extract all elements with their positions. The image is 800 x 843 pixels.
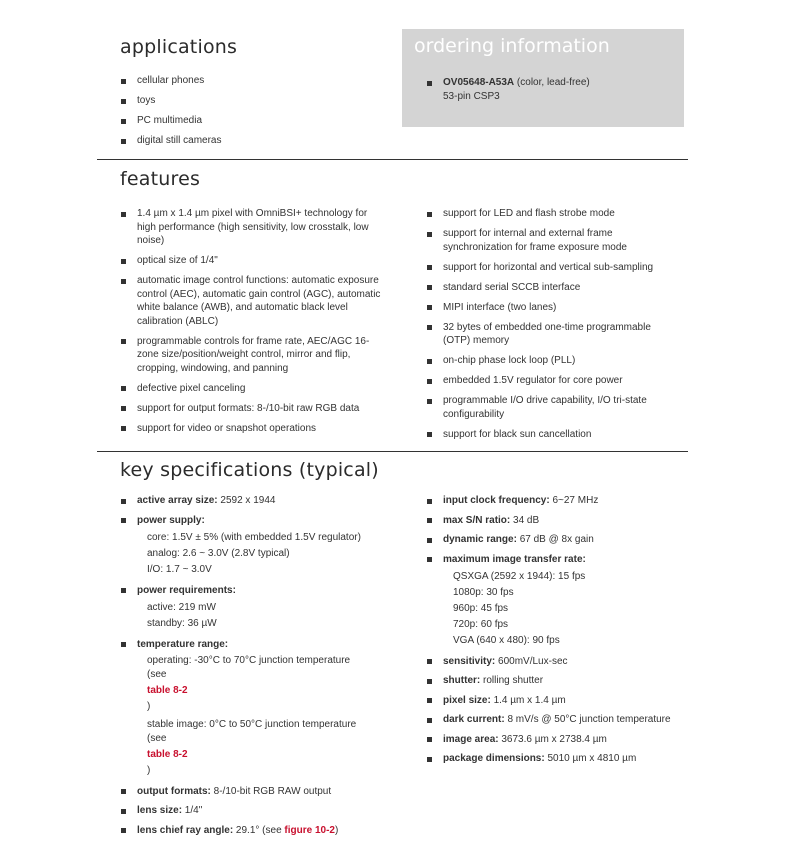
spec-dark-current: dark current: 8 mV/s @ 50°C junction temperature <box>427 713 697 727</box>
applications-heading: applications <box>120 36 238 58</box>
key-specs-heading: key specifications (typical) <box>120 459 379 481</box>
list-item <box>427 76 677 103</box>
table-8-2-link[interactable]: table 8-2 <box>147 684 188 696</box>
spec-active-array: active array size: 2592 x 1944 <box>121 494 391 508</box>
list-item: toys <box>121 94 381 108</box>
list-item: MIPI interface (two lanes) <box>427 301 672 315</box>
spec-input-clock: input clock frequency: 6~27 MHz <box>427 494 697 508</box>
ordering-info-heading: ordering information <box>414 35 610 57</box>
part-note: (color, lead-free) <box>514 77 590 88</box>
section-divider <box>97 159 688 160</box>
features-list-left <box>121 207 386 442</box>
spec-power-supply: power supply: core: 1.5V ± 5% (with embedded 1.5V regulator) analog: 2.6 ~ 3.0V (2.8V typical) I/O: 1.7 ~ 3.0V <box>121 514 391 578</box>
spec-power-requirements: power requirements: active: 219 mW standby: 36 µW <box>121 584 391 632</box>
list-item: support for black sun cancellation <box>427 428 672 442</box>
list-item: support for internal and external frame synchronization for frame exposure mode <box>427 227 672 254</box>
ordering-list <box>427 76 677 110</box>
spec-sn-ratio: max S/N ratio: 34 dB <box>427 514 697 528</box>
spec-dynamic-range: dynamic range: 67 dB @ 8x gain <box>427 533 697 547</box>
spec-temperature-range: temperature range: operating: -30°C to 70°C junction temperature (see table 8-2 ) stable image: 0°C to 50°C junction temperature (see table 8-2 ) <box>121 638 391 779</box>
specs-list-left <box>121 494 391 843</box>
specs-list-right <box>427 494 697 772</box>
list-item: 32 bytes of embedded one-time programmable (OTP) memory <box>427 321 672 348</box>
spec-pixel-size: pixel size: 1.4 µm x 1.4 µm <box>427 694 697 708</box>
list-item: cellular phones <box>121 74 381 88</box>
part-number: OV05648-A53A <box>443 77 515 88</box>
list-item: defective pixel canceling <box>121 382 386 396</box>
section-divider <box>97 451 688 452</box>
spec-lens-cra: lens chief ray angle: 29.1° (see figure 10-2) <box>121 824 391 838</box>
list-item: support for output formats: 8-/10-bit raw RGB data <box>121 402 386 416</box>
list-item: programmable controls for frame rate, AEC/AGC 16-zone size/position/weight control, mirror and flip, cropping, windowing, and panning <box>121 335 386 376</box>
list-item: embedded 1.5V regulator for core power <box>427 374 672 388</box>
figure-10-2-link[interactable]: figure 10-2 <box>284 824 335 836</box>
spec-output-formats: output formats: 8-/10-bit RGB RAW output <box>121 785 391 799</box>
spec-sensitivity: sensitivity: 600mV/Lux-sec <box>427 655 697 669</box>
list-item: support for LED and flash strobe mode <box>427 207 672 221</box>
spec-transfer-rate: maximum image transfer rate: QSXGA (2592 x 1944): 15 fps 1080p: 30 fps 960p: 45 fps 720p: 60 fps VGA (640 x 480): 90 fps <box>427 553 697 649</box>
spec-image-area: image area: 3673.6 µm x 2738.4 µm <box>427 733 697 747</box>
features-list-right <box>427 207 672 448</box>
package-type: 53-pin CSP3 <box>443 90 500 102</box>
list-item: automatic image control functions: automatic exposure control (AEC), automatic gain control (AGC), automatic white balance (AWB), and automatic black level calibration (ABLC) <box>121 274 386 328</box>
list-item: optical size of 1/4" <box>121 254 386 268</box>
list-item: digital still cameras <box>121 134 381 148</box>
list-item: PC multimedia <box>121 114 381 128</box>
table-8-2-link[interactable]: table 8-2 <box>147 748 188 760</box>
list-item: support for video or snapshot operations <box>121 422 386 436</box>
spec-shutter: shutter: rolling shutter <box>427 674 697 688</box>
features-heading: features <box>120 168 201 190</box>
list-item: support for horizontal and vertical sub-sampling <box>427 261 672 275</box>
list-item: standard serial SCCB interface <box>427 281 672 295</box>
ordering-info-box <box>402 29 684 127</box>
list-item: 1.4 µm x 1.4 µm pixel with OmniBSI+ technology for high performance (high sensitivity, low crosstalk, low noise) <box>121 207 386 248</box>
spec-package-dimensions: package dimensions: 5010 µm x 4810 µm <box>427 752 697 766</box>
list-item: on-chip phase lock loop (PLL) <box>427 354 672 368</box>
spec-lens-size: lens size: 1/4" <box>121 804 391 818</box>
applications-list <box>121 74 381 154</box>
list-item: programmable I/O drive capability, I/O tri-state configurability <box>427 394 672 421</box>
